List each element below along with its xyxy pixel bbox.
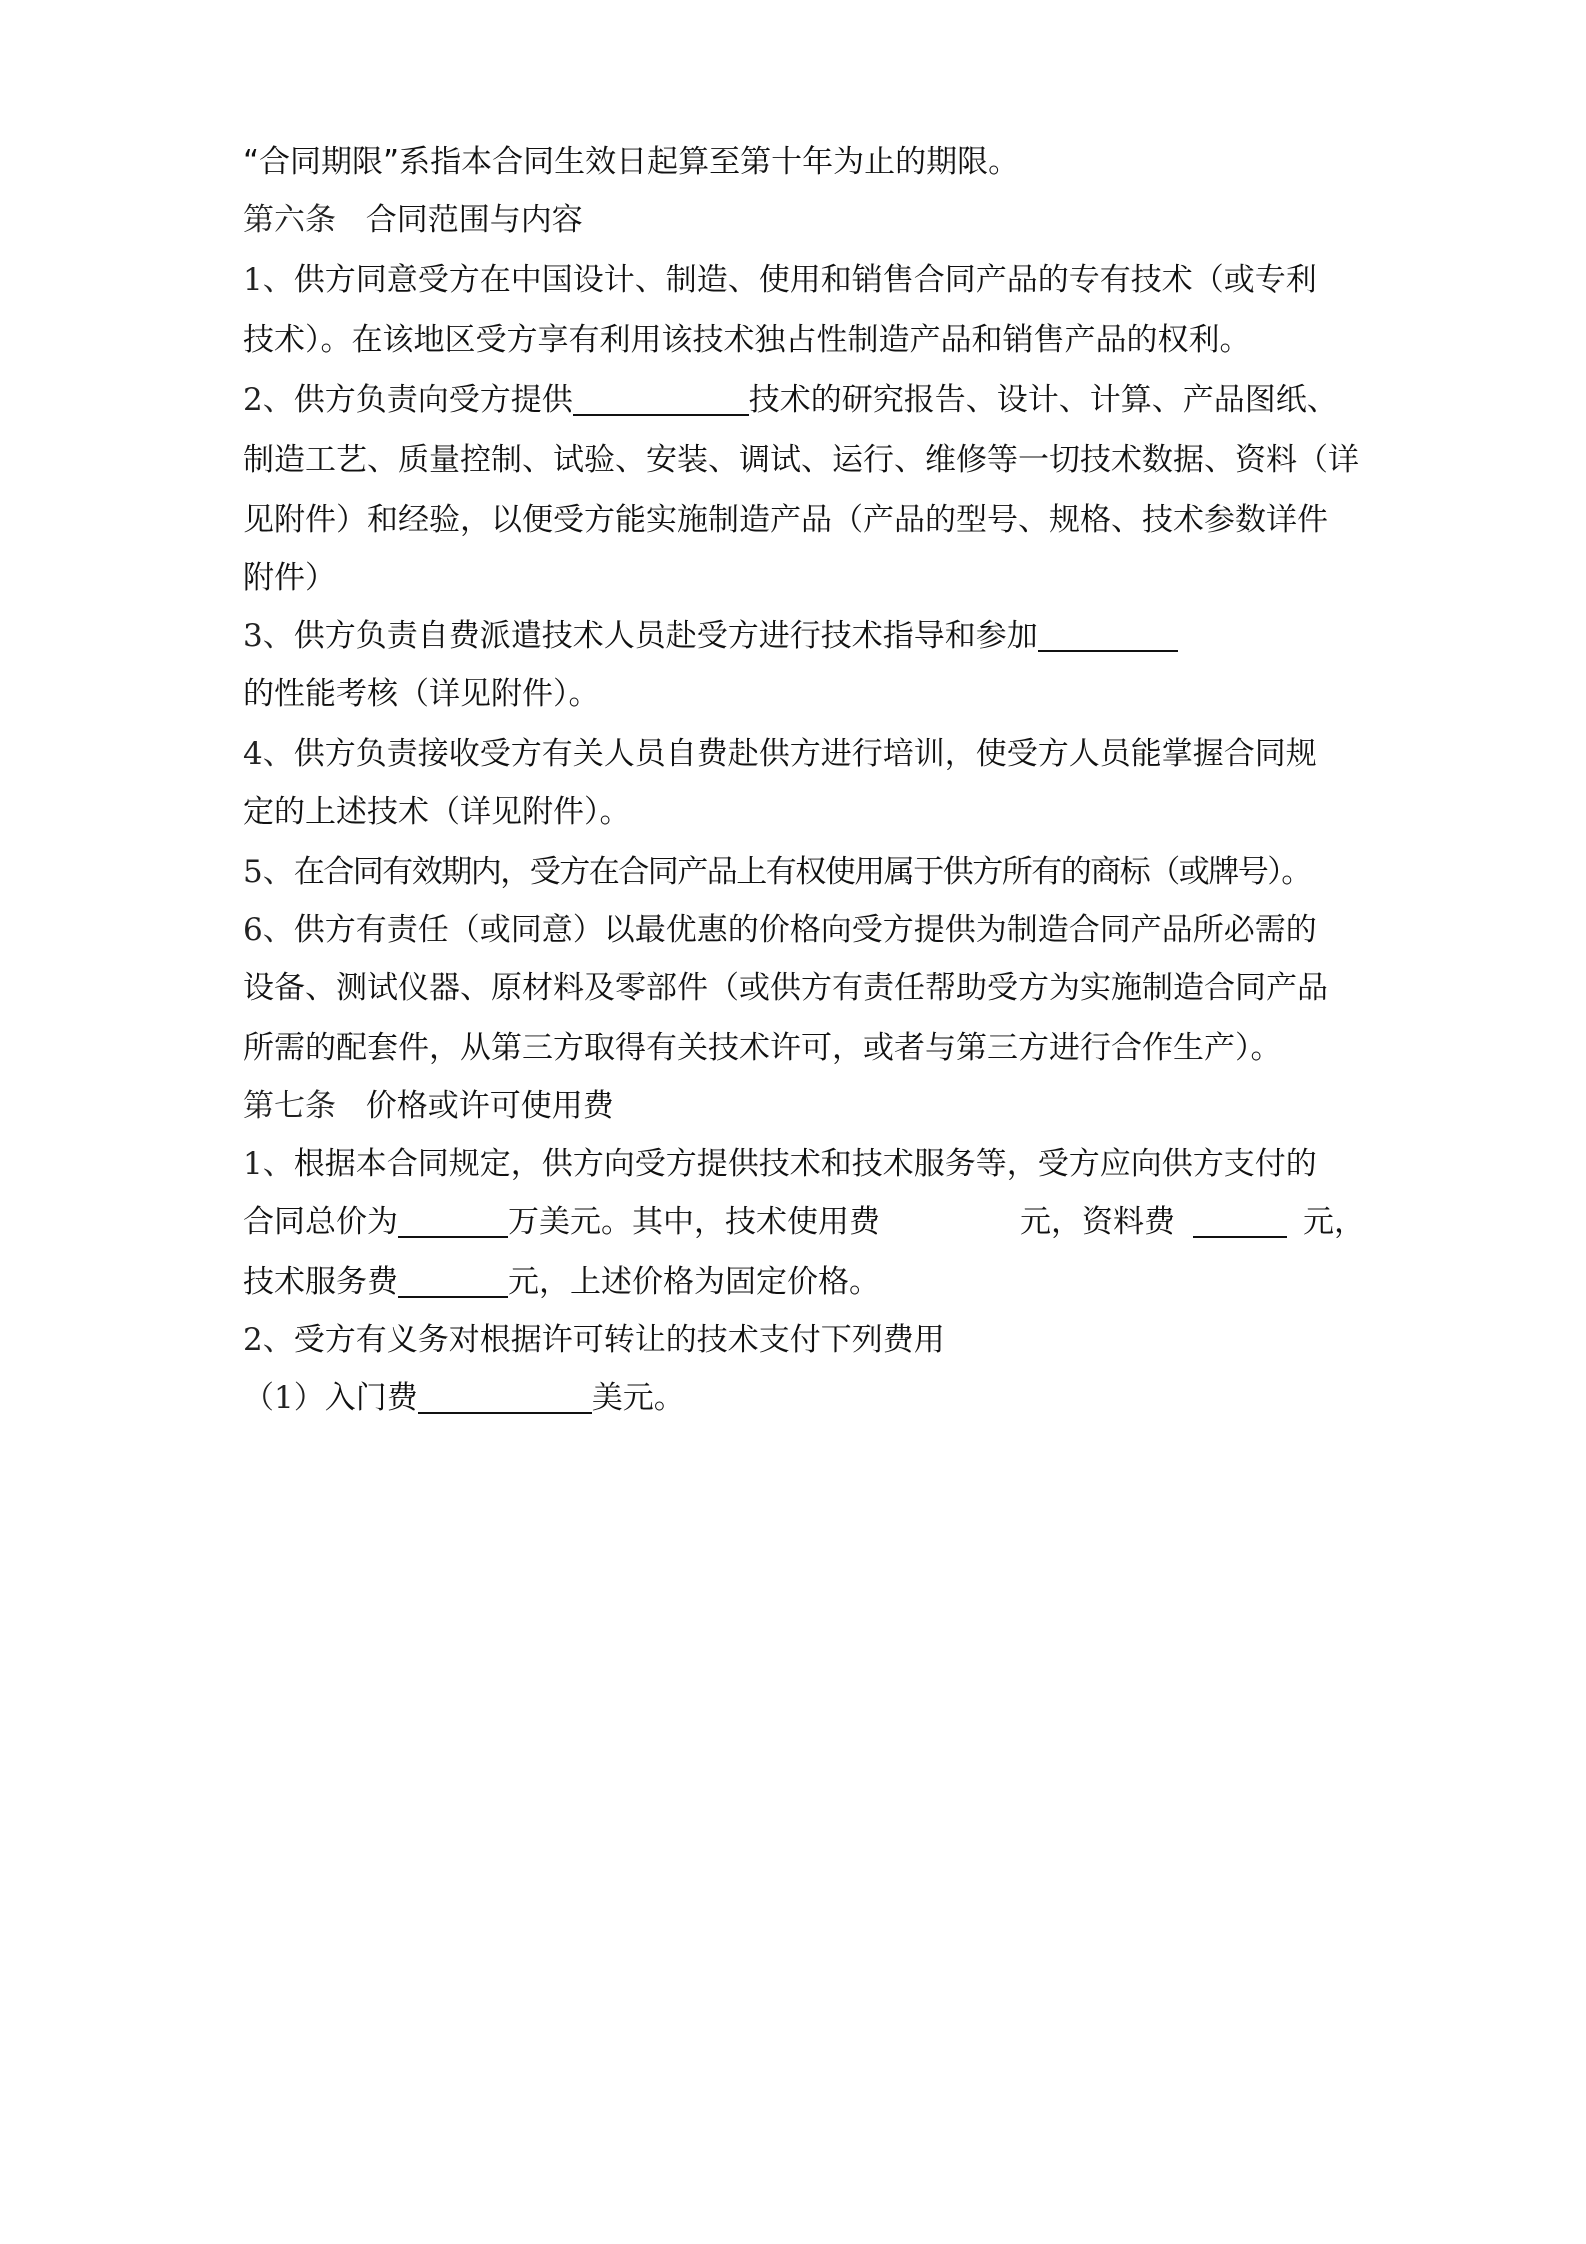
clause-number: 1、 xyxy=(243,1146,294,1182)
fill-blank-data-fee[interactable] xyxy=(1193,1202,1287,1238)
clause-6-2-line-1 xyxy=(243,378,1363,422)
fill-blank-entry-fee[interactable] xyxy=(418,1378,592,1414)
line-text: 万美元。其中，技术使用费 xyxy=(508,1204,880,1240)
clause-6-6-line-3 xyxy=(243,1026,1363,1070)
clause-7-1-line-1 xyxy=(243,1142,1363,1186)
article-title: 价格或许可使用费 xyxy=(365,1088,614,1124)
line-text: 的性能考核（详见附件）。 xyxy=(243,676,600,712)
line-text: 根据本合同规定，供方向受方提供技术和技术服务等，受方应向供方支付的 xyxy=(293,1146,1317,1182)
line-text: 元，资料费 xyxy=(1020,1204,1175,1240)
clause-6-2-line-3 xyxy=(243,498,1363,542)
line-text: 附件） xyxy=(243,560,336,596)
clause-number: 2、 xyxy=(243,1322,294,1358)
article-number: 第六条 xyxy=(243,202,336,238)
clause-number: 5、 xyxy=(243,854,294,890)
clause-6-5-line-1 xyxy=(243,850,1363,894)
line-text: 技术）。在该地区受方享有利用该技术独占性制造产品和销售产品的权利。 xyxy=(243,322,1251,358)
line-text: 供方负责向受方提供 xyxy=(293,382,573,418)
article-6-heading xyxy=(243,198,1363,242)
line-text: 供方负责自费派遣技术人员赴受方进行技术指导和参加 xyxy=(293,618,1038,654)
clause-7-1-line-2 xyxy=(243,1200,1363,1244)
item-number: （1） xyxy=(243,1380,325,1416)
fill-blank-technology-name[interactable] xyxy=(573,380,749,416)
fill-blank-performance-test[interactable] xyxy=(1038,616,1178,652)
paragraph-contract-term xyxy=(243,140,1363,184)
fill-blank-service-fee[interactable] xyxy=(398,1262,508,1298)
clause-7-2-item-1 xyxy=(243,1376,1363,1420)
clause-number: 4、 xyxy=(243,736,294,772)
fill-blank-total-price[interactable] xyxy=(398,1202,508,1238)
clause-6-4-line-2 xyxy=(243,790,1363,834)
line-text: 设备、测试仪器、原材料及零部件（或供方有责任帮助受方为实施制造合同产品 xyxy=(243,970,1328,1006)
line-text: 供方有责任（或同意）以最优惠的价格向受方提供为制造合同产品所必需的 xyxy=(293,912,1317,948)
line-text: 技术的研究报告、设计、计算、产品图纸、 xyxy=(748,382,1338,418)
clause-number: 2、 xyxy=(243,382,294,418)
line-text: 技术服务费 xyxy=(243,1264,398,1300)
clause-6-1-line-1 xyxy=(243,258,1363,302)
article-number: 第七条 xyxy=(243,1088,336,1124)
line-text: 制造工艺、质量控制、试验、安装、调试、运行、维修等一切技术数据、资料（详 xyxy=(243,442,1359,478)
line-text: 入门费 xyxy=(324,1380,418,1416)
line-text: 合同总价为 xyxy=(243,1204,398,1240)
clause-7-2-line-1 xyxy=(243,1318,1363,1362)
clause-7-1-line-3 xyxy=(243,1260,1363,1304)
clause-6-3-line-2 xyxy=(243,672,1363,716)
line-text: 供方负责接收受方有关人员自费赴供方进行培训，使受方人员能掌握合同规 xyxy=(293,736,1317,772)
article-7-heading xyxy=(243,1084,1363,1128)
line-text: 受方有义务对根据许可转让的技术支付下列费用 xyxy=(293,1322,945,1358)
clause-number: 3、 xyxy=(243,618,294,654)
line-text: 定的上述技术（详见附件）。 xyxy=(243,794,631,830)
line-text: 在合同有效期内，受方在合同产品上有权使用属于供方所有的商标（或牌号）。 xyxy=(293,854,1311,890)
clause-6-2-line-2 xyxy=(243,438,1363,482)
clause-6-1-line-2 xyxy=(243,318,1363,362)
clause-number: 6、 xyxy=(243,912,294,948)
clause-6-2-line-4 xyxy=(243,556,1363,600)
line-text: 元，上述价格为固定价格。 xyxy=(508,1264,880,1300)
line-text: 美元。 xyxy=(591,1380,685,1416)
line-text: 供方同意受方在中国设计、制造、使用和销售合同产品的专有技术（或专利 xyxy=(293,262,1317,298)
line-text: 见附件）和经验，以便受方能实施制造产品（产品的型号、规格、技术参数详件 xyxy=(243,502,1328,538)
line-text: “合同期限”系指本合同生效日起算至第十年为止的期限。 xyxy=(243,144,1020,180)
clause-6-4-line-1 xyxy=(243,732,1363,776)
line-text: 所需的配套件，从第三方取得有关技术许可，或者与第三方进行合作生产）。 xyxy=(243,1030,1282,1066)
line-text: 元， xyxy=(1303,1204,1365,1240)
clause-6-6-line-2 xyxy=(243,966,1363,1010)
clause-6-6-line-1 xyxy=(243,908,1363,952)
clause-number: 1、 xyxy=(243,262,294,298)
article-title: 合同范围与内容 xyxy=(365,202,583,238)
clause-6-3-line-1 xyxy=(243,614,1363,658)
